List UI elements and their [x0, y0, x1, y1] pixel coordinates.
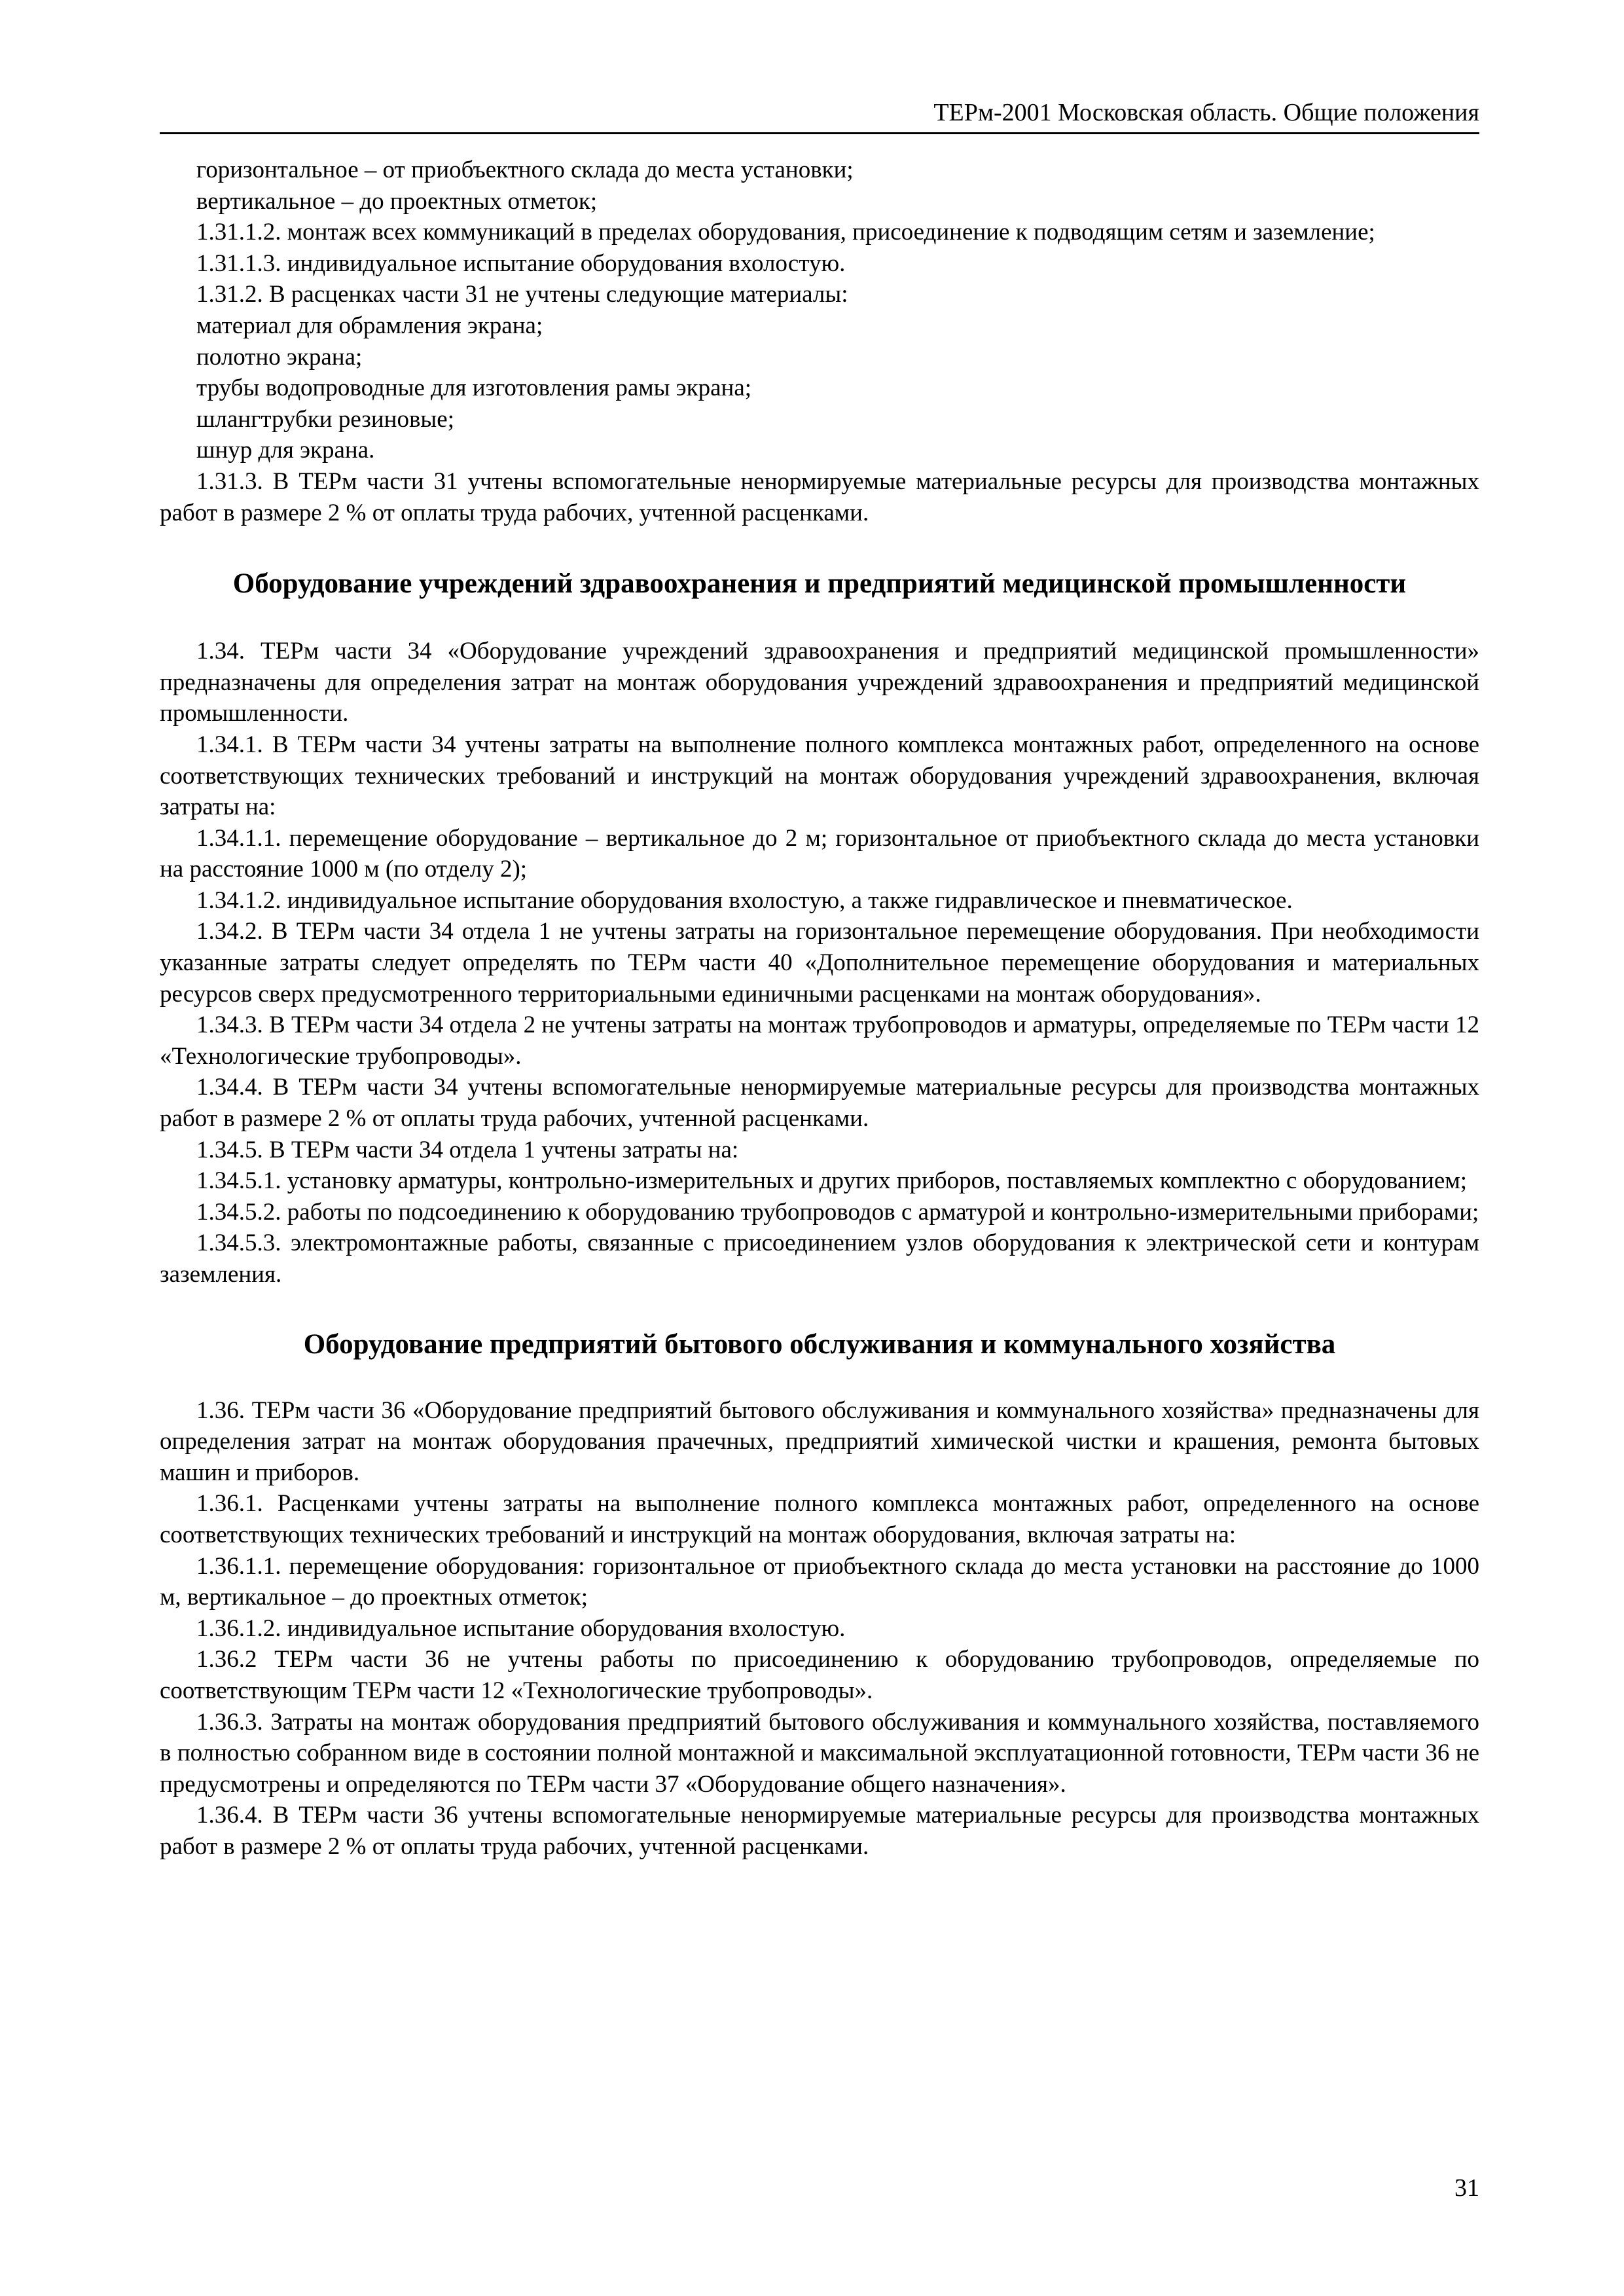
running-header: ТЕРм-2001 Московская область. Общие положения	[160, 97, 1479, 134]
paragraph: 1.34.1. В ТЕРм части 34 учтены затраты на выполнение полного комплекса монтажных работ, определенного на основе соответствующих технических требований и инструкций на монтаж оборудования учреждений здравоохранения, включая затраты на:	[160, 731, 1479, 821]
paragraph: 1.31.2. В расценках части 31 не учтены следующие материалы:	[196, 281, 848, 308]
paragraph: 1.34.3. В ТЕРм части 34 отдела 2 не учтены затраты на монтаж трубопроводов и арматуры, определяемые по ТЕРм части 12 «Технологические трубопроводы».	[160, 1011, 1479, 1070]
paragraph: горизонтальное – от приобъектного склада до места установки;	[196, 156, 854, 183]
paragraph: 1.34.5.2. работы по подсоединению к оборудованию трубопроводов с арматурой и контрольно-измерительными приборами;	[196, 1198, 1479, 1226]
paragraph: материал для обрамления экрана;	[196, 312, 543, 339]
section-heading-medical: Оборудование учреждений здравоохранения и предприятий медицинской промышленности	[232, 568, 1407, 600]
paragraph: 1.34.5.1. установку арматуры, контрольно-измерительных и других приборов, поставляемых комплектно с оборудованием;	[196, 1167, 1468, 1195]
paragraph: вертикальное – до проектных отметок;	[196, 187, 598, 215]
paragraph: 1.36.2 ТЕРм части 36 не учтены работы по присоединению к оборудованию трубопроводов, определяемые по соответствующим ТЕРм части 12 «Технологические трубопроводы».	[160, 1646, 1479, 1704]
paragraph: 1.36.1. Расценками учтены затраты на выполнение полного комплекса монтажных работ, определенного на основе соответствующих технических требований и инструкций на монтаж оборудования, включая затраты на:	[160, 1490, 1479, 1548]
paragraph: 1.31.1.3. индивидуальное испытание оборудования вхолостую.	[196, 249, 846, 277]
paragraph: 1.36.4. В ТЕРм части 36 учтены вспомогательные ненормируемые материальные ресурсы для производства монтажных работ в размере 2 % от оплаты труда рабочих, учтенной расценками.	[160, 1802, 1479, 1860]
paragraph: 1.34. ТЕРм части 34 «Оборудование учреждений здравоохранения и предприятий медицинской промышленности» предназначены для определения затрат на монтаж оборудования учреждений здравоохранения и предприятий медицинской промышленности.	[160, 638, 1479, 727]
paragraph: 1.34.2. В ТЕРм части 34 отдела 1 не учтены затраты на горизонтальное перемещение оборудования. При необходимости указанные затраты следует определять по ТЕРм части 40 «Дополнительное перемещение оборудования и материальных ресурсов сверх предусмотренного территориальными единичными расценками на монтаж оборудования».	[160, 918, 1479, 1008]
paragraph: 1.34.5.3. электромонтажные работы, связанные с присоединением узлов оборудования к электрической сети и контурам заземления.	[160, 1230, 1479, 1288]
paragraph: трубы водопроводные для изготовления рамы экрана;	[196, 374, 752, 402]
paragraph: 1.36.1.2. индивидуальное испытание оборудования вхолостую.	[196, 1614, 846, 1642]
section-heading-household: Оборудование предприятий бытового обслуживания и коммунального хозяйства	[303, 1328, 1336, 1360]
section-34-paragraphs	[160, 636, 1479, 1290]
paragraph: 1.31.3. В ТЕРм части 31 учтены вспомогательные ненормируемые материальные ресурсы для производства монтажных работ в размере 2 % от оплаты труда рабочих, учтенной расценками.	[160, 467, 1479, 526]
paragraph: шлангтрубки резиновые;	[196, 405, 454, 433]
page-number: 31	[1454, 2174, 1479, 2202]
paragraph: полотно экрана;	[196, 343, 363, 371]
paragraph: 1.31.1.2. монтаж всех коммуникаций в пределах оборудования, присоединение к подводящим сетям и заземление;	[196, 219, 1375, 246]
paragraph: 1.34.1.2. индивидуальное испытание оборудования вхолостую, а также гидравлическое и пневматическое.	[196, 886, 1293, 914]
paragraph: 1.36. ТЕРм части 36 «Оборудование предприятий бытового обслуживания и коммунального хозяйства» предназначены для определения затрат на монтаж оборудования прачечных, предприятий химической чистки и крашения, ремонта бытовых машин и приборов.	[160, 1396, 1479, 1486]
page-content	[160, 155, 1479, 1863]
paragraph: шнур для экрана.	[196, 437, 375, 464]
paragraph: 1.34.5. В ТЕРм части 34 отдела 1 учтены затраты на:	[196, 1136, 739, 1163]
paragraph: 1.34.1.1. перемещение оборудование – вертикальное до 2 м; горизонтальное от приобъектного склада до места установки на расстояние 1000 м (по отделу 2);	[160, 824, 1479, 883]
section-31-continuation	[160, 155, 1479, 528]
paragraph: 1.36.3. Затраты на монтаж оборудования предприятий бытового обслуживания и коммунального хозяйства, поставляемого в полностью собранном виде в состоянии полной монтажной и максимальной эксплуатационной готовности, ТЕРм части 36 не предусмотрены и определяются по ТЕРм части 37 «Оборудование общего назначения».	[160, 1708, 1479, 1798]
section-36-paragraphs	[160, 1395, 1479, 1863]
paragraph: 1.34.4. В ТЕРм части 34 учтены вспомогательные ненормируемые материальные ресурсы для производства монтажных работ в размере 2 % от оплаты труда рабочих, учтенной расценками.	[160, 1074, 1479, 1133]
paragraph: 1.36.1.1. перемещение оборудования: горизонтальное от приобъектного склада до места установки на расстояние до 1000 м, вертикальное – до проектных отметок;	[160, 1552, 1479, 1611]
